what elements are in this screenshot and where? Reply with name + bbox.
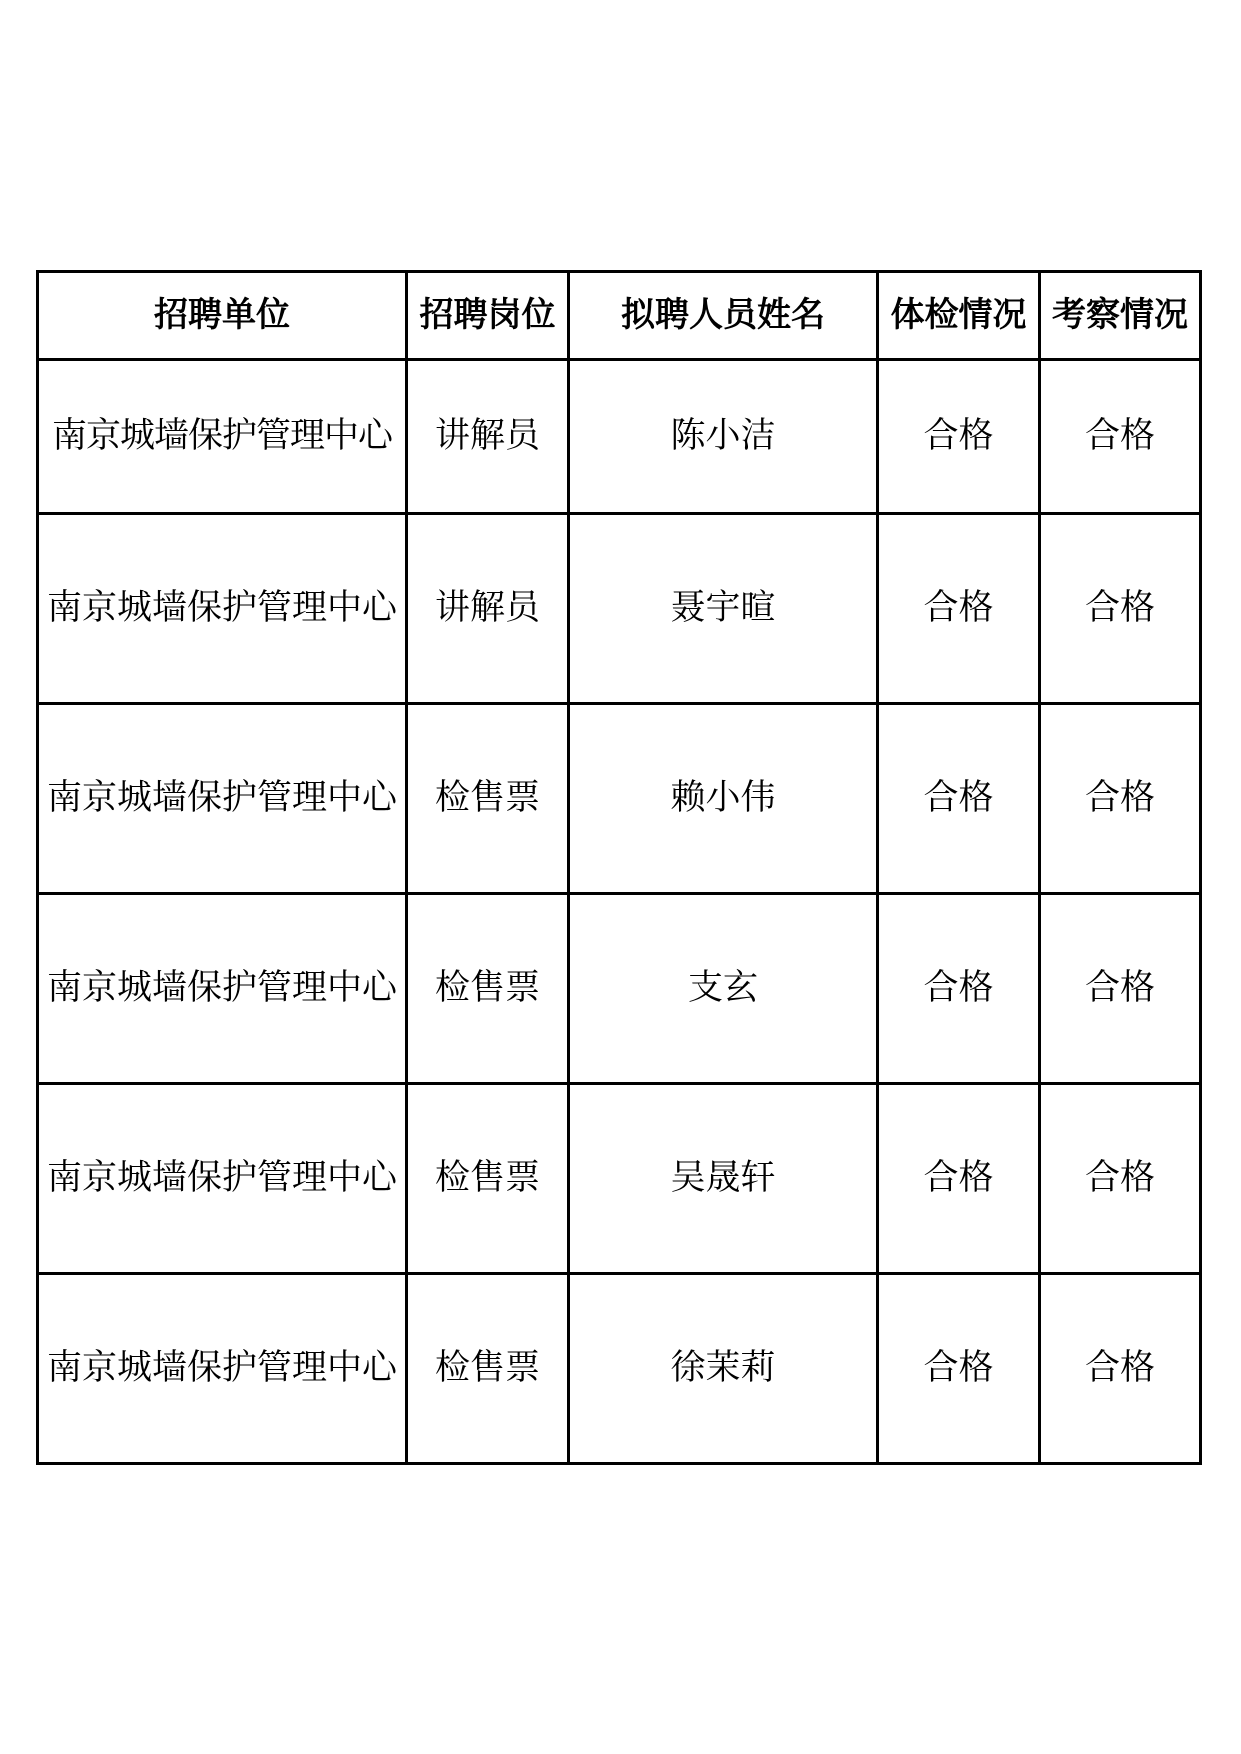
cell-physical-exam: 合格 (878, 1084, 1040, 1274)
cell-position: 检售票 (407, 1084, 569, 1274)
cell-name: 吴晟轩 (569, 1084, 878, 1274)
cell-name: 支玄 (569, 894, 878, 1084)
cell-inspection: 合格 (1040, 894, 1201, 1084)
table-row (38, 360, 1201, 514)
cell-inspection: 合格 (1040, 1274, 1201, 1464)
cell-name: 徐茉莉 (569, 1274, 878, 1464)
cell-physical-exam: 合格 (878, 1274, 1040, 1464)
cell-inspection: 合格 (1040, 1084, 1201, 1274)
cell-unit: 南京城墙保护管理中心 (38, 1084, 407, 1274)
cell-inspection: 合格 (1040, 360, 1201, 514)
header-physical-exam: 体检情况 (878, 272, 1040, 360)
cell-inspection: 合格 (1040, 514, 1201, 704)
table-row (38, 894, 1201, 1084)
cell-position: 检售票 (407, 1274, 569, 1464)
cell-unit: 南京城墙保护管理中心 (38, 514, 407, 704)
table-row (38, 1084, 1201, 1274)
cell-position: 讲解员 (407, 514, 569, 704)
table-row (38, 704, 1201, 894)
cell-name: 聂宇暄 (569, 514, 878, 704)
cell-unit: 南京城墙保护管理中心 (38, 1274, 407, 1464)
cell-name: 赖小伟 (569, 704, 878, 894)
cell-physical-exam: 合格 (878, 360, 1040, 514)
cell-unit: 南京城墙保护管理中心 (38, 360, 407, 514)
cell-physical-exam: 合格 (878, 704, 1040, 894)
table-row (38, 514, 1201, 704)
cell-position: 讲解员 (407, 360, 569, 514)
header-inspection: 考察情况 (1040, 272, 1201, 360)
header-position: 招聘岗位 (407, 272, 569, 360)
cell-physical-exam: 合格 (878, 514, 1040, 704)
table-row (38, 1274, 1201, 1464)
header-unit: 招聘单位 (38, 272, 407, 360)
cell-name: 陈小洁 (569, 360, 878, 514)
cell-unit: 南京城墙保护管理中心 (38, 704, 407, 894)
recruitment-results-table (36, 270, 1202, 1465)
cell-position: 检售票 (407, 704, 569, 894)
cell-inspection: 合格 (1040, 704, 1201, 894)
cell-unit: 南京城墙保护管理中心 (38, 894, 407, 1084)
header-row (38, 272, 1201, 360)
cell-position: 检售票 (407, 894, 569, 1084)
cell-physical-exam: 合格 (878, 894, 1040, 1084)
header-name: 拟聘人员姓名 (569, 272, 878, 360)
